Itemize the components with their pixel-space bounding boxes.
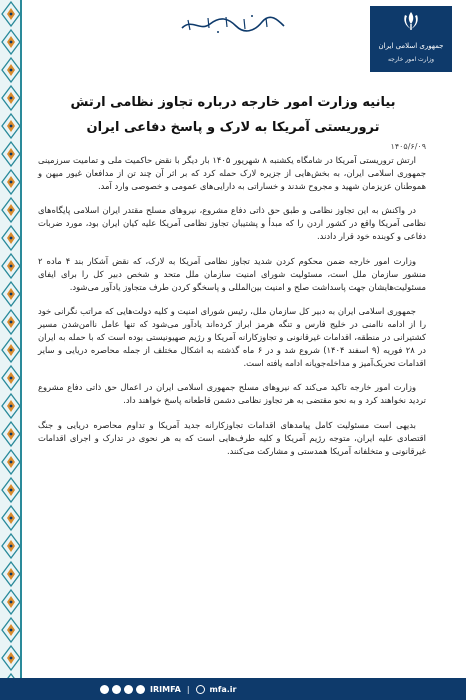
paragraph-2: در واکنش به این تجاوز نظامی و طبق حق ذاتی دفاع مشروع، نیروهای مسلح مقتدر ایران اسلامی پایگاه‌های نظامی آمریکا واقع در کشور اردن را که مبدأ و پشتیبان تجاوز نظامی آمریکا علیه کیان ایران بود، مورد ضربات دفاعی و کوبنده خود قرار دادند. — [38, 205, 426, 242]
logo-country-name: جمهوری اسلامی ایران — [378, 42, 444, 50]
logo-ministry-name: وزارت امور خارجه — [387, 56, 435, 63]
paragraph-3: وزارت امور خارجه ضمن محکوم کردن شدید تجاوز نظامی آمریکا به لارک، که نقض آشکار بند ۴ ماده ۲ منشور سازمان ملل است، مسئولیت شورای امنیت سازمان ملل متحد و شخص دبیر کل را برای ایفای مسئولیت‌هایشان جهت پاسداشت صلح و امنیت بین‌المللی و پاسخگو کردن طرف متجاوز یادآور می‌شود. — [38, 255, 426, 292]
instagram-icon[interactable] — [124, 685, 133, 694]
basmala-calligraphy — [178, 12, 288, 36]
paragraph-6: بدیهی است مسئولیت کامل پیامدهای اقدامات تجاوزکارانه جدید آمریکا و تداوم محاصره دریایی و جنگ اقتصادی علیه ایران، متوجه رژیم آمریکا و کلیه طرف‌هایی است که به هر نحوی در تدارک و اجرای اقدامات غیرقانونی و متخلفانه آمریکا همدستی و مشارکت می‌کنند. — [38, 419, 426, 456]
ministry-logo — [370, 6, 452, 72]
statement-date: ۱۴۰۵/۶/۰۹ — [390, 142, 426, 151]
iran-emblem-icon — [400, 10, 422, 32]
footer-website[interactable]: mfa.ir — [209, 684, 237, 694]
statement-body — [38, 154, 426, 469]
ornamental-border — [0, 0, 22, 700]
globe-icon — [196, 685, 205, 694]
footer-bar — [0, 678, 466, 700]
statement-title: بیانیه وزارت امور خارجه درباره تجاوز نظامی ارتش تروریستی آمریکا به لارک و پاسخ دفاعی ایران — [70, 95, 396, 135]
facebook-icon[interactable] — [136, 685, 145, 694]
footer-contacts — [100, 678, 242, 700]
paragraph-5: وزارت امور خارجه تاکید می‌کند که نیروهای مسلح جمهوری اسلامی ایران در اعمال حق ذاتی دفاع مشروع تردید نخواهند کرد و به نحو مقتضی به هر تجاوز نظامی دشمن قاطعانه پاسخ خواهند داد. — [38, 382, 426, 406]
paragraph-4: جمهوری اسلامی ایران به دبیر کل سازمان ملل، رئیس شورای امنیت و کلیه دولت‌هایی که مراتب نگرانی خود را از ادامه ناامنی در خلیج فارس و تنگه هرمز ابراز کرده‌اند یادآور می‌شود که تنها عامل ناامن‌شدن مسیر کشتیرانی در منطقه، اقدامات غیرقانونی و تجاوزکارانه آمریکا و رژیم صهیونیستی بوده است که با حمله به ایران در ۲۸ فوریه (۹ اسفند ۱۴۰۴) شروع شد و در ۶ ماه گذشته به اشکال مختلف از جمله محاصره دریایی و سایر اقدامات تحریک‌آمیز و مداخله‌جویانه ادامه یافته است. — [38, 305, 426, 369]
x-icon[interactable] — [112, 685, 121, 694]
footer-handle[interactable]: IRIMFA — [150, 684, 181, 694]
paragraph-1: ارتش تروریستی آمریکا در شامگاه یکشنبه ۸ شهریور ۱۴۰۵ بار دیگر با نقض حاکمیت ملی و تمامیت سرزمینی جمهوری اسلامی ایران، به بخش‌هایی از جزیره لارک حمله کرد که بر اثر آن چند تن از مدافعان غیور میهن و هموطنان عزیزمان شهید و مجروح شدند و خساراتی به دارایی‌های عمومی و خصوصی وارد آمد. — [38, 155, 426, 192]
telegram-icon[interactable] — [100, 685, 109, 694]
footer-separator: | — [186, 684, 190, 694]
